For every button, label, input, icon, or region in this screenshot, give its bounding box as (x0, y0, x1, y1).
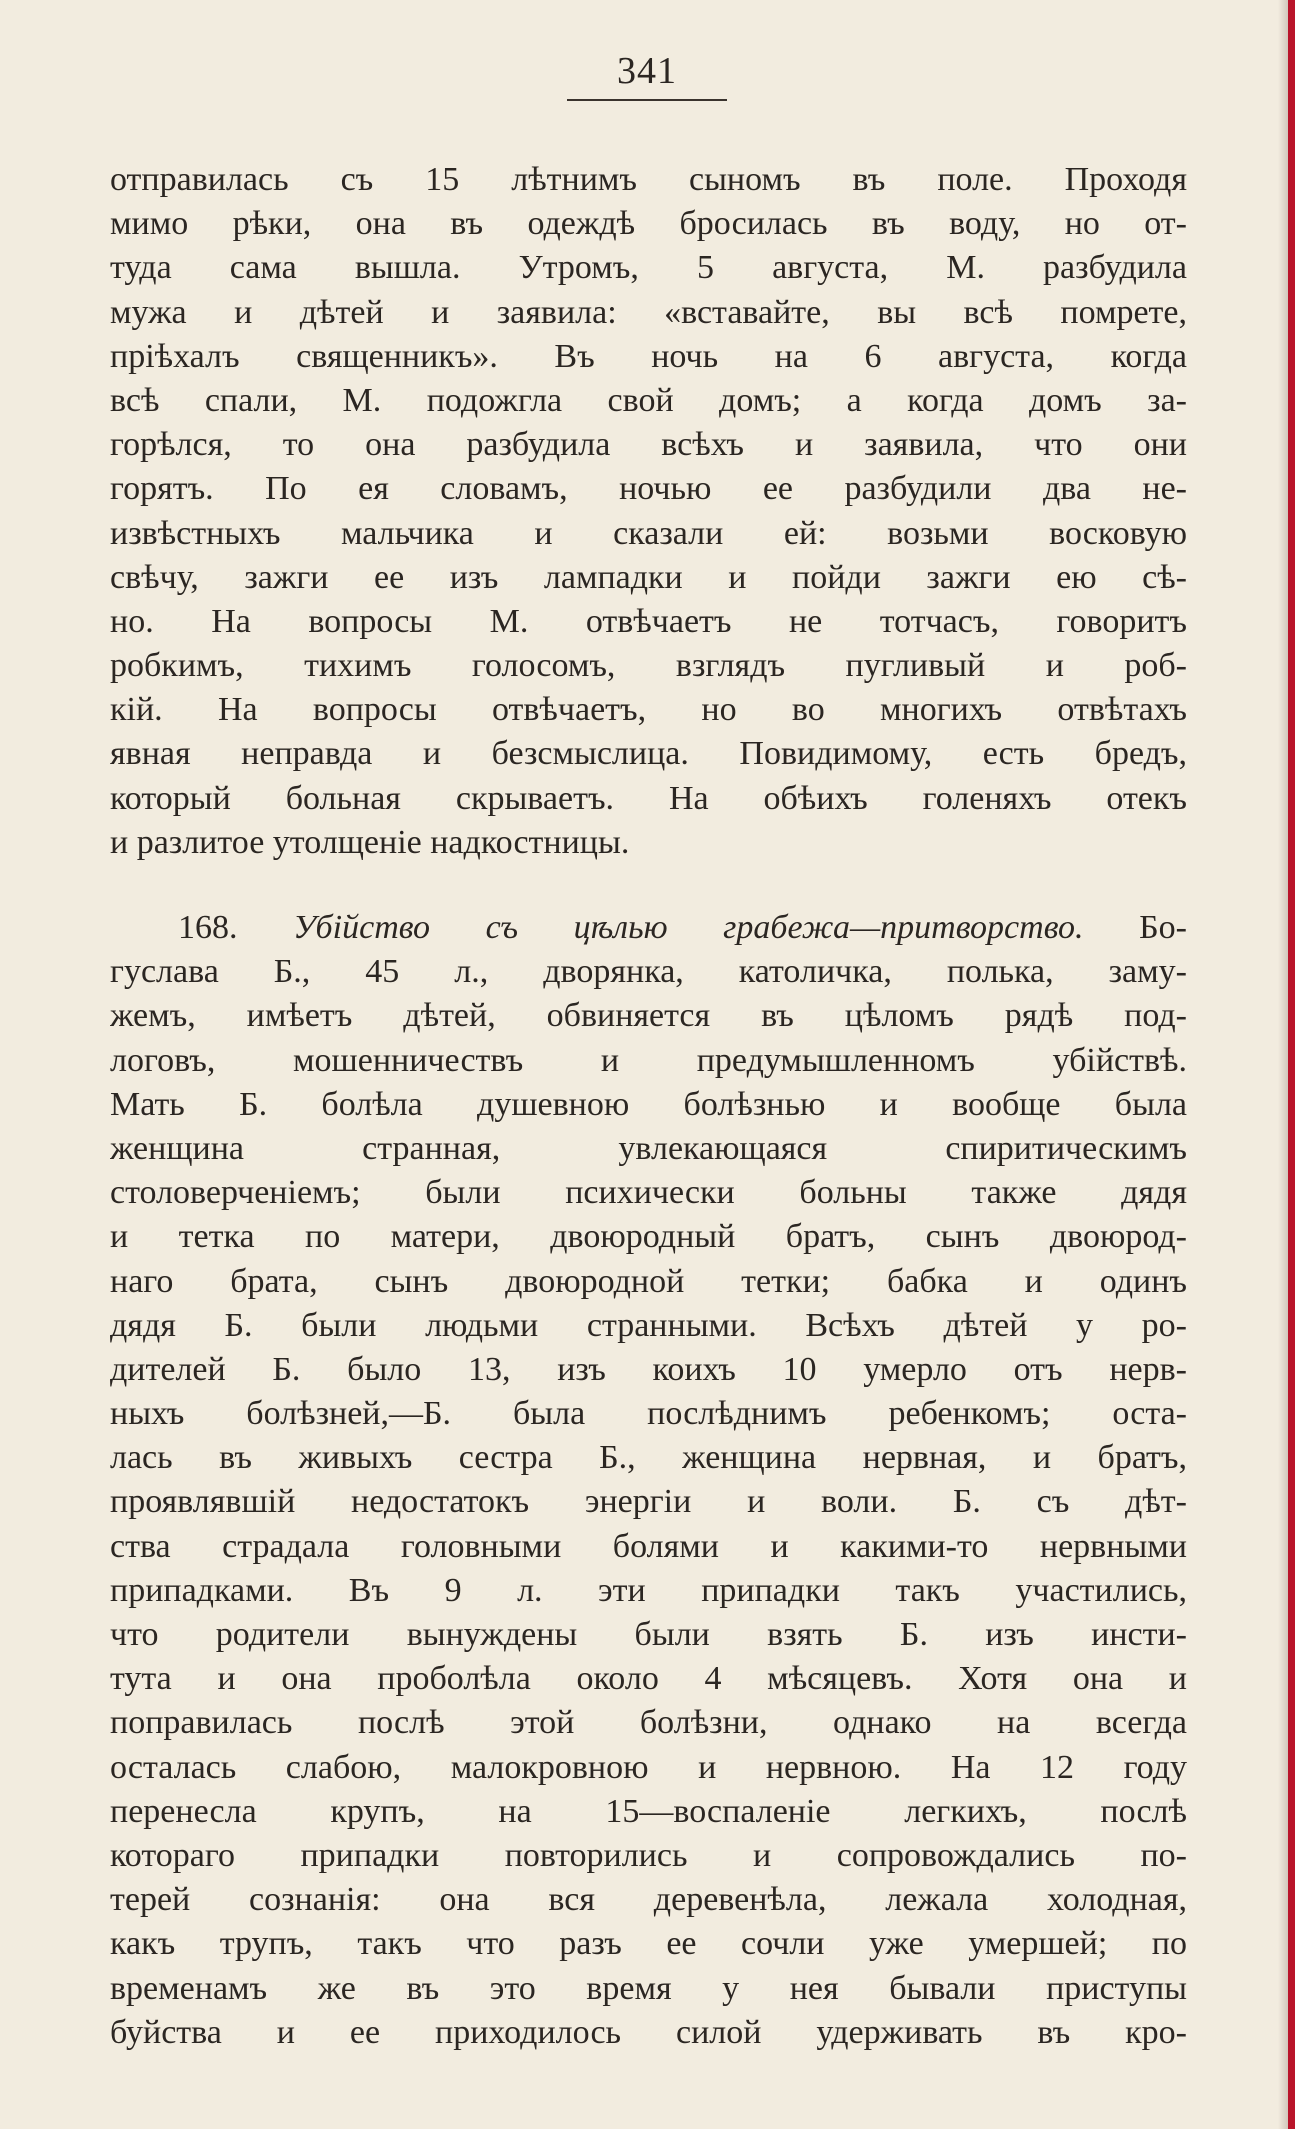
page-number: 341 (617, 50, 677, 92)
text-line: временамъ же въ это время у нея бывали приступы (110, 1969, 1187, 2007)
text-line: свѣчу, зажги ее изъ лампадки и пойди зажги ею сѣ- (110, 558, 1187, 596)
text-line: явная неправда и безсмыслица. Повидимому, есть бредъ, (110, 735, 1187, 773)
case-title: Убійство съ цѣлью грабежа—притворство. (293, 909, 1084, 946)
text-line: робкимъ, тихимъ голосомъ, взглядъ пугливый и роб- (110, 647, 1187, 685)
text-line: кій. На вопросы отвѣчаетъ, но во многихъ отвѣтахъ (110, 691, 1187, 729)
page-number-rule (567, 99, 727, 101)
text-line: буйства и ее приходилось силой удерживать въ кро- (110, 2013, 1187, 2051)
text-line: какъ трупъ, такъ что разъ ее сочли уже умершей; по (110, 1925, 1187, 1963)
text-line: горѣлся, то она разбудила всѣхъ и заявила, что они (110, 426, 1187, 464)
text-line: мужа и дѣтей и заявила: «вставайте, вы всѣ помрете, (110, 293, 1187, 331)
text-line: туда сама вышла. Утромъ, 5 августа, М. разбудила (110, 249, 1187, 287)
text-line: что родители вынуждены были взять Б. изъ инсти- (110, 1616, 1187, 1653)
text-line: горятъ. По ея словамъ, ночью ее разбудили два не- (110, 470, 1187, 508)
page-edge-shadow (1278, 0, 1288, 2129)
text-line: поправилась послѣ этой болѣзни, однако на всегда (110, 1704, 1187, 1742)
case-number: 168. (178, 909, 238, 946)
text-line: гуслава Б., 45 л., дворянка, католичка, полька, заму- (110, 953, 1187, 991)
text-line: ства страдала головными болями и какими-то нервными (110, 1527, 1187, 1565)
text-line: отправилась съ 15 лѣтнимъ сыномъ въ поле. Проходя (110, 161, 1187, 198)
text-line: осталась слабою, малокровною и нервною. На 12 году (110, 1748, 1187, 1786)
text-line: женщина странная, увлекающаяся спиритическимъ (110, 1129, 1187, 1167)
text-line: перенесла крупъ, на 15—воспаленіе легкихъ, послѣ (110, 1792, 1187, 1830)
text-line: пріѣхалъ священникъ». Въ ночь на 6 августа, когда (110, 337, 1187, 375)
text-line: проявлявшій недостатокъ энергіи и воли. Б. съ дѣт- (110, 1483, 1187, 1521)
text-line: столоверченіемъ; были психически больны также дядя (110, 1174, 1187, 1212)
text-line: который больная скрываетъ. На обѣихъ голеняхъ отекъ (110, 779, 1187, 817)
text-line: терей сознанія: она вся деревенѣла, лежала холодная, (110, 1881, 1187, 1919)
text-line: тута и она проболѣла около 4 мѣсяцевъ. Хотя она и (110, 1660, 1187, 1698)
text-line: извѣстныхъ мальчика и сказали ей: возьми восковую (110, 514, 1187, 552)
text-line: дядя Б. были людьми странными. Всѣхъ дѣтей у ро- (110, 1306, 1187, 1344)
text-line: припадками. Въ 9 л. эти припадки такъ участились, (110, 1571, 1187, 1609)
text-line: логовъ, мошенничествъ и предумышленномъ убійствѣ. (110, 1041, 1187, 1079)
book-edge (1288, 0, 1295, 2129)
text-line: котораго припадки повторились и сопровождались по- (110, 1836, 1187, 1874)
text-line: и тетка по матери, двоюродный братъ, сынъ двоюрод- (110, 1218, 1187, 1256)
text-line: лась въ живыхъ сестра Б., женщина нервная, и братъ, (110, 1439, 1187, 1477)
case-heading-line (110, 906, 1187, 950)
text-line: ныхъ болѣзней,—Б. была послѣднимъ ребенкомъ; оста- (110, 1395, 1187, 1433)
text-fragment: Бо- (1139, 909, 1187, 946)
text-line: наго брата, сынъ двоюродной тетки; бабка и одинъ (110, 1262, 1187, 1300)
text-line: мимо рѣки, она въ одеждѣ бросилась въ воду, но от- (110, 205, 1187, 243)
text-line: дителей Б. было 13, изъ коихъ 10 умерло отъ нерв- (110, 1350, 1187, 1388)
text-line: всѣ спали, М. подожгла свой домъ; а когда домъ за- (110, 381, 1187, 419)
paragraph-continued (110, 158, 1187, 865)
text-line: но. На вопросы М. отвѣчаетъ не тотчасъ, говоритъ (110, 602, 1187, 640)
text-line: жемъ, имѣетъ дѣтей, обвиняется въ цѣломъ рядѣ под- (110, 997, 1187, 1035)
text-line: Мать Б. болѣла душевною болѣзнью и вообще была (110, 1085, 1187, 1123)
case-168-paragraph (110, 906, 1187, 2055)
text-line: и разлитое утолщеніе надкостницы. (110, 823, 630, 861)
